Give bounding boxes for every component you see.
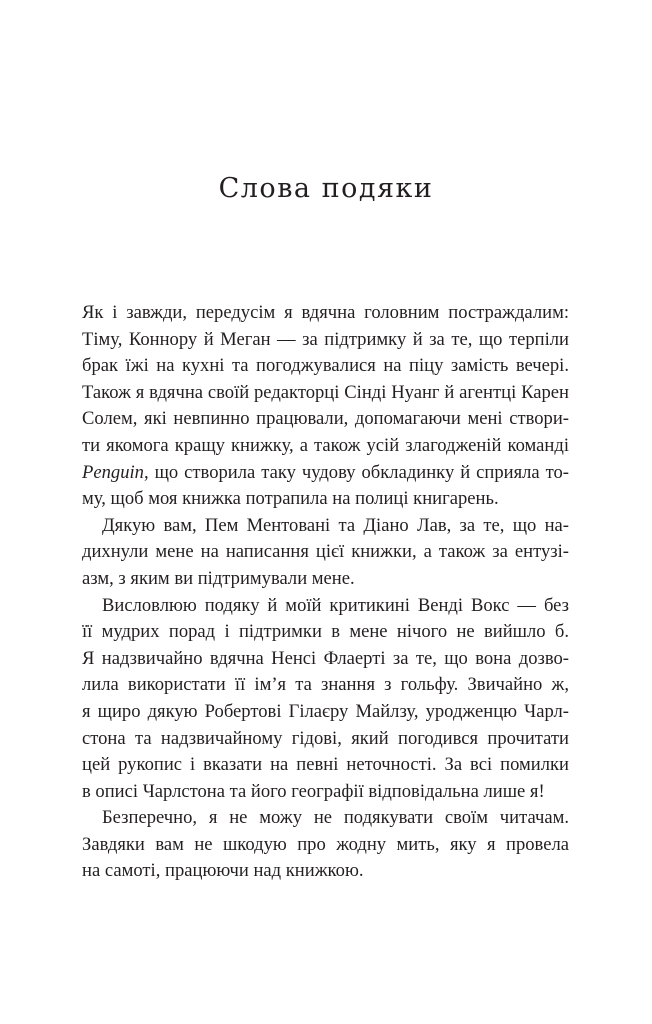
text-line: ти якомога кращу книжку, а також усій злагодженій команді bbox=[82, 434, 569, 456]
text-line bbox=[82, 460, 569, 487]
text-line: Висловлюю подяку й моїй критикині Венді Вокс — без bbox=[102, 594, 569, 616]
text-line: азм, з яким ви підтримували мене. bbox=[82, 567, 355, 589]
chapter-title: Слова подяки bbox=[218, 173, 434, 204]
text-line: Безперечно, я не можу не подякувати своїм читачам. bbox=[102, 807, 569, 829]
text-line: Тіму, Коннору й Меган — за підтримку й за те, що терпіли bbox=[82, 328, 569, 350]
text-line: дихнули мене на написання цієї книжки, а також за ентузі- bbox=[82, 541, 569, 563]
paragraph bbox=[82, 593, 569, 806]
text-line: я щиро дякую Робертові Гілаєру Майлзу, уродженцю Чарл- bbox=[82, 700, 569, 722]
acknowledgements-text bbox=[82, 300, 569, 885]
text-line: в описі Чарлстона та його географії відповідальна лише я! bbox=[82, 780, 545, 802]
text-line: її мудрих порад і підтримки в мене нічого не вийшло б. bbox=[82, 621, 569, 643]
paragraph bbox=[82, 300, 569, 513]
text-line: на самоті, працюючи над книжкою. bbox=[82, 860, 364, 882]
text-line: Дякую вам, Пем Ментовані та Діано Лав, за те, що на- bbox=[102, 514, 569, 536]
text-line: цей рукопис і вказати на певні неточності. За всі помилки bbox=[82, 754, 569, 776]
paragraph bbox=[82, 513, 569, 593]
text-line: Я надзвичайно вдячна Ненсі Флаерті за те, що вона дозво- bbox=[82, 647, 569, 669]
paragraph bbox=[82, 805, 569, 885]
text-line: брак їжі на кухні та погоджувалися на піцу замість вечері. bbox=[82, 355, 569, 377]
text-line: Солем, які невпинно працювали, допомагаючи мені створи- bbox=[82, 408, 569, 430]
publisher-name: Penguin bbox=[82, 461, 144, 483]
text-line: лила використати її ім’я та знання з гольфу. Звичайно ж, bbox=[82, 674, 569, 696]
text-line: стона та надзвичайному гідові, який погодився прочитати bbox=[82, 727, 569, 749]
text-line: Також я вдячна своїй редакторці Сінді Нуанг й агентці Карен bbox=[82, 381, 569, 403]
text-line: Як і завжди, передусім я вдячна головним постраждалим: bbox=[82, 302, 569, 323]
text-line: Завдяки вам не шкодую про жодну мить, яку я провела bbox=[82, 833, 569, 855]
text-fragment: , що створила таку чудову обкладинку й сприяла то- bbox=[143, 461, 569, 483]
text-line: му, щоб моя книжка потрапила на полиці книгарень. bbox=[82, 488, 499, 510]
